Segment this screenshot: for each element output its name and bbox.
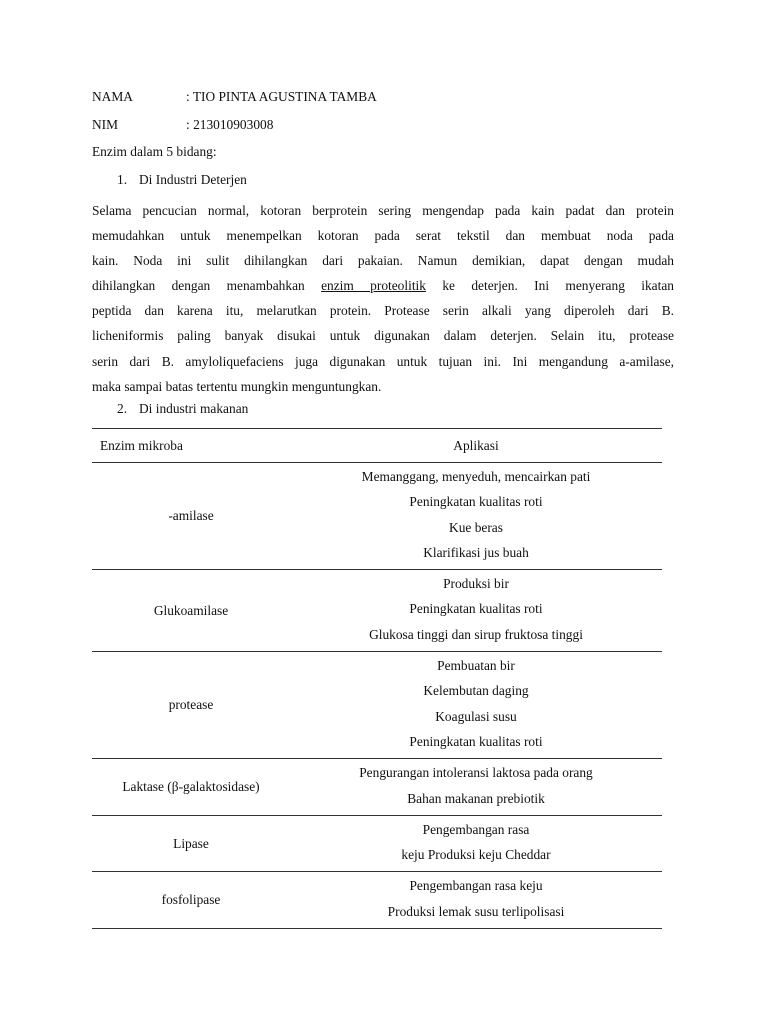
enzyme-name: Lipase — [173, 835, 209, 851]
application-item: Produksi bir — [443, 576, 509, 592]
applications-cell — [290, 815, 662, 872]
table-row — [92, 652, 662, 759]
section-2-title: Di industri makanan — [139, 401, 249, 416]
application-item: Peningkatan kualitas roti — [409, 494, 543, 510]
intro-text: Enzim dalam 5 bidang: — [92, 144, 217, 159]
paragraph-line: maka sampai batas tertentu mungkin menguntungkan. — [92, 378, 382, 394]
application-item: Bahan makanan prebiotik — [407, 790, 545, 806]
applications-cell — [290, 652, 662, 759]
application-item: Pengembangan rasa — [422, 821, 530, 837]
enzyme-name: Laktase (β-galaktosidase) — [122, 779, 260, 795]
paragraph-line: Selama pencucian normal, kotoran berprotein sering mengendap pada kain padat dan protein — [92, 203, 674, 218]
paragraph-line: peptida dan karena itu, melarutkan protein. Protease serin alkali yang diperoleh dari B. — [92, 303, 674, 319]
application-item: keju Produksi keju Cheddar — [401, 847, 551, 863]
paragraph-line — [92, 273, 674, 298]
nama-line — [92, 89, 377, 105]
paragraph-line: memudahkan untuk menempelkan kotoran pada serat tekstil dan membuat noda pada — [92, 228, 674, 244]
nim-value: : 213010903008 — [186, 117, 274, 132]
application-item: Koagulasi susu — [435, 708, 517, 724]
table-row — [92, 815, 662, 872]
nim-line — [92, 117, 273, 133]
paragraph-text: dihilangkan dengan menambahkan — [92, 278, 322, 294]
application-item: Pengembangan rasa keju — [409, 878, 543, 894]
table-header-row — [92, 429, 662, 463]
section-2-number: 2. — [117, 401, 128, 416]
table-row — [92, 872, 662, 929]
nama-value: : TIO PINTA AGUSTINA TAMBA — [186, 89, 377, 104]
header-aplikasi: Aplikasi — [453, 437, 499, 453]
application-item: Kue beras — [449, 519, 503, 535]
applications-cell — [290, 463, 662, 570]
application-item: Kelembutan daging — [423, 683, 529, 699]
application-item: Produksi lemak susu terlipolisasi — [387, 903, 565, 919]
paragraph-text: ke deterjen. Ini menyerang ikatan — [425, 278, 674, 294]
nama-label: NAMA — [92, 89, 133, 104]
application-item: Pembuatan bir — [437, 658, 515, 674]
table-row — [92, 570, 662, 652]
header-enzim-mikroba: Enzim mikroba — [100, 437, 183, 453]
section-1-title: Di Industri Deterjen — [139, 172, 247, 187]
paragraph-line: licheniformis paling banyak disukai untuk digunakan dalam deterjen. Selain itu, protease — [92, 328, 674, 344]
application-item: Pengurangan intoleransi laktosa pada orang — [359, 765, 593, 781]
application-item: Peningkatan kualitas roti — [409, 733, 543, 749]
detergent-paragraph — [92, 198, 674, 399]
application-item: Klarifikasi jus buah — [423, 544, 529, 560]
enzyme-name: -amilase — [168, 508, 214, 524]
applications-cell — [290, 872, 662, 929]
application-item: Glukosa tinggi dan sirup fruktosa tinggi — [369, 626, 583, 642]
section-1-number: 1. — [117, 172, 128, 187]
enzyme-name: protease — [168, 697, 214, 713]
paragraph-line: kain. Noda ini sulit dihilangkan dari pakaian. Namun demikian, dapat dengan mudah — [92, 253, 674, 269]
enzyme-name: fosfolipase — [161, 892, 221, 908]
enzyme-name: Glukoamilase — [153, 602, 229, 618]
paragraph-line: serin dari B. amyloliquefaciens juga digunakan untuk tujuan ini. Ini mengandung a-amilase, — [92, 353, 674, 369]
table-row — [92, 759, 662, 816]
applications-cell — [290, 759, 662, 816]
underlined-term: enzim proteolitik — [321, 278, 426, 294]
application-item: Peningkatan kualitas roti — [409, 601, 543, 617]
applications-cell — [290, 570, 662, 652]
nim-label: NIM — [92, 117, 119, 132]
enzyme-table — [92, 428, 662, 929]
table-row — [92, 463, 662, 570]
section-1-heading — [117, 172, 247, 188]
section-2-heading — [117, 401, 248, 417]
application-item: Memanggang, menyeduh, mencairkan pati — [361, 469, 591, 484]
